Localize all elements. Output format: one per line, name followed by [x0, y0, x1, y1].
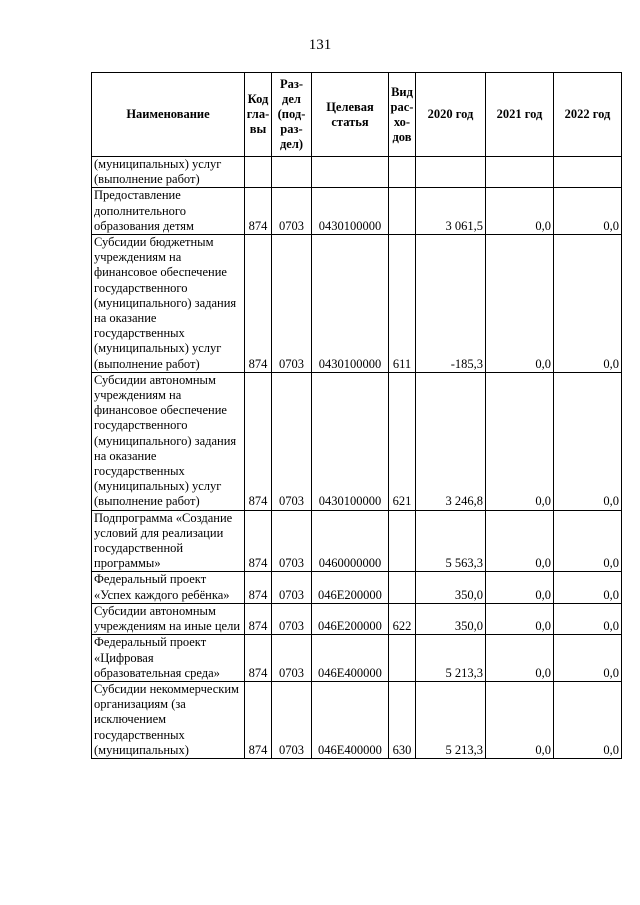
- header-section-line: (под-: [277, 107, 306, 121]
- row-section: 0703: [272, 572, 312, 603]
- header-target-line: Целевая: [326, 99, 374, 114]
- row-code: 874: [245, 372, 272, 510]
- row-section: 0703: [272, 681, 312, 758]
- row-2022: 0,0: [554, 235, 622, 373]
- header-code-line: гла-: [246, 107, 270, 121]
- row-2020: 5 213,3: [416, 635, 486, 682]
- header-code-line: вы: [249, 122, 267, 136]
- table-row: [92, 510, 622, 572]
- row-2021: 0,0: [486, 603, 554, 634]
- row-section: 0703: [272, 188, 312, 235]
- row-section: 0703: [272, 235, 312, 373]
- row-2021: 0,0: [486, 510, 554, 572]
- row-2022: 0,0: [554, 635, 622, 682]
- row-2020: [416, 157, 486, 188]
- row-expense-type: 621: [389, 372, 416, 510]
- row-code: 874: [245, 510, 272, 572]
- row-name: Субсидии бюджетным учреждениям на финансовое обеспечение государственного (муниципального) задания на оказание государственных (муниципальных) услуг (выполнение работ): [92, 235, 245, 373]
- row-2020: 350,0: [416, 572, 486, 603]
- header-expense-line: рас-: [390, 99, 414, 114]
- row-2020: 350,0: [416, 603, 486, 634]
- row-target: 046E200000: [312, 603, 389, 634]
- row-2021: 0,0: [486, 188, 554, 235]
- row-name: Подпрограмма «Создание условий для реализации государственной программы»: [92, 510, 245, 572]
- row-target: 046E400000: [312, 635, 389, 682]
- row-expense-type: 611: [389, 235, 416, 373]
- row-name: Субсидии некоммерческим организациям (за исключением государственных (муниципальных): [92, 681, 245, 758]
- table-row: [92, 635, 622, 682]
- header-2020: 2020 год: [416, 73, 486, 157]
- header-code-line: Код: [247, 92, 269, 106]
- row-2022: 0,0: [554, 188, 622, 235]
- row-code: 874: [245, 235, 272, 373]
- row-2021: 0,0: [486, 635, 554, 682]
- header-2021: 2021 год: [486, 73, 554, 157]
- row-code: [245, 157, 272, 188]
- row-2022: 0,0: [554, 510, 622, 572]
- table-row: [92, 235, 622, 373]
- table-row: [92, 372, 622, 510]
- row-2021: 0,0: [486, 235, 554, 373]
- header-target-line: статья: [331, 114, 369, 129]
- header-code: [245, 73, 272, 157]
- row-target: 0430100000: [312, 188, 389, 235]
- header-2022: 2022 год: [554, 73, 622, 157]
- row-name: (муниципальных) услуг (выполнение работ): [92, 157, 245, 188]
- table-row: [92, 603, 622, 634]
- row-2021: 0,0: [486, 372, 554, 510]
- page-number: 131: [308, 37, 332, 53]
- row-code: 874: [245, 603, 272, 634]
- budget-table: [91, 72, 622, 759]
- header-expense-line: Вид: [391, 84, 413, 99]
- row-2021: 0,0: [486, 572, 554, 603]
- row-code: 874: [245, 681, 272, 758]
- table-header-row: [92, 73, 622, 157]
- row-2022: 0,0: [554, 681, 622, 758]
- row-expense-type: 630: [389, 681, 416, 758]
- row-target: 0430100000: [312, 372, 389, 510]
- row-name: Субсидии автономным учреждениям на иные цели: [92, 603, 245, 634]
- header-target: [312, 73, 389, 157]
- row-2022: 0,0: [554, 603, 622, 634]
- row-target: [312, 157, 389, 188]
- row-expense-type: [389, 572, 416, 603]
- row-2022: 0,0: [554, 372, 622, 510]
- row-expense-type: 622: [389, 603, 416, 634]
- row-2020: 3 246,8: [416, 372, 486, 510]
- row-expense-type: [389, 157, 416, 188]
- header-section-line: дел: [282, 92, 301, 106]
- row-target: 046E200000: [312, 572, 389, 603]
- header-section: [272, 73, 312, 157]
- header-section-line: дел): [279, 137, 304, 151]
- table-row: [92, 681, 622, 758]
- row-2022: [554, 157, 622, 188]
- header-section-line: раз-: [280, 122, 303, 136]
- header-expense-line: хо-: [393, 114, 411, 129]
- row-section: 0703: [272, 372, 312, 510]
- row-name: Субсидии автономным учреждениям на финансовое обеспечение государственного (муниципального) задания на оказание государственных (муниципальных) услуг (выполнение работ): [92, 372, 245, 510]
- row-section: 0703: [272, 603, 312, 634]
- row-name: Федеральный проект «Цифровая образовательная среда»: [92, 635, 245, 682]
- table-row: [92, 157, 622, 188]
- row-code: 874: [245, 188, 272, 235]
- row-section: [272, 157, 312, 188]
- row-target: 0430100000: [312, 235, 389, 373]
- header-expense-type: [389, 73, 416, 157]
- row-section: 0703: [272, 635, 312, 682]
- header-name: Наименование: [92, 73, 245, 157]
- row-2020: 3 061,5: [416, 188, 486, 235]
- row-2022: 0,0: [554, 572, 622, 603]
- header-section-line: Раз-: [279, 77, 304, 91]
- row-2020: 5 213,3: [416, 681, 486, 758]
- row-expense-type: [389, 635, 416, 682]
- row-2020: -185,3: [416, 235, 486, 373]
- row-target: 046E400000: [312, 681, 389, 758]
- row-code: 874: [245, 635, 272, 682]
- row-name: Предоставление дополнительного образования детям: [92, 188, 245, 235]
- row-expense-type: [389, 188, 416, 235]
- row-2021: 0,0: [486, 681, 554, 758]
- row-2021: [486, 157, 554, 188]
- row-section: 0703: [272, 510, 312, 572]
- table-row: [92, 572, 622, 603]
- header-expense-line: дов: [392, 129, 412, 144]
- table-body: [92, 157, 622, 759]
- row-name: Федеральный проект «Успех каждого ребёнка»: [92, 572, 245, 603]
- table-row: [92, 188, 622, 235]
- row-2020: 5 563,3: [416, 510, 486, 572]
- row-code: 874: [245, 572, 272, 603]
- row-target: 0460000000: [312, 510, 389, 572]
- row-expense-type: [389, 510, 416, 572]
